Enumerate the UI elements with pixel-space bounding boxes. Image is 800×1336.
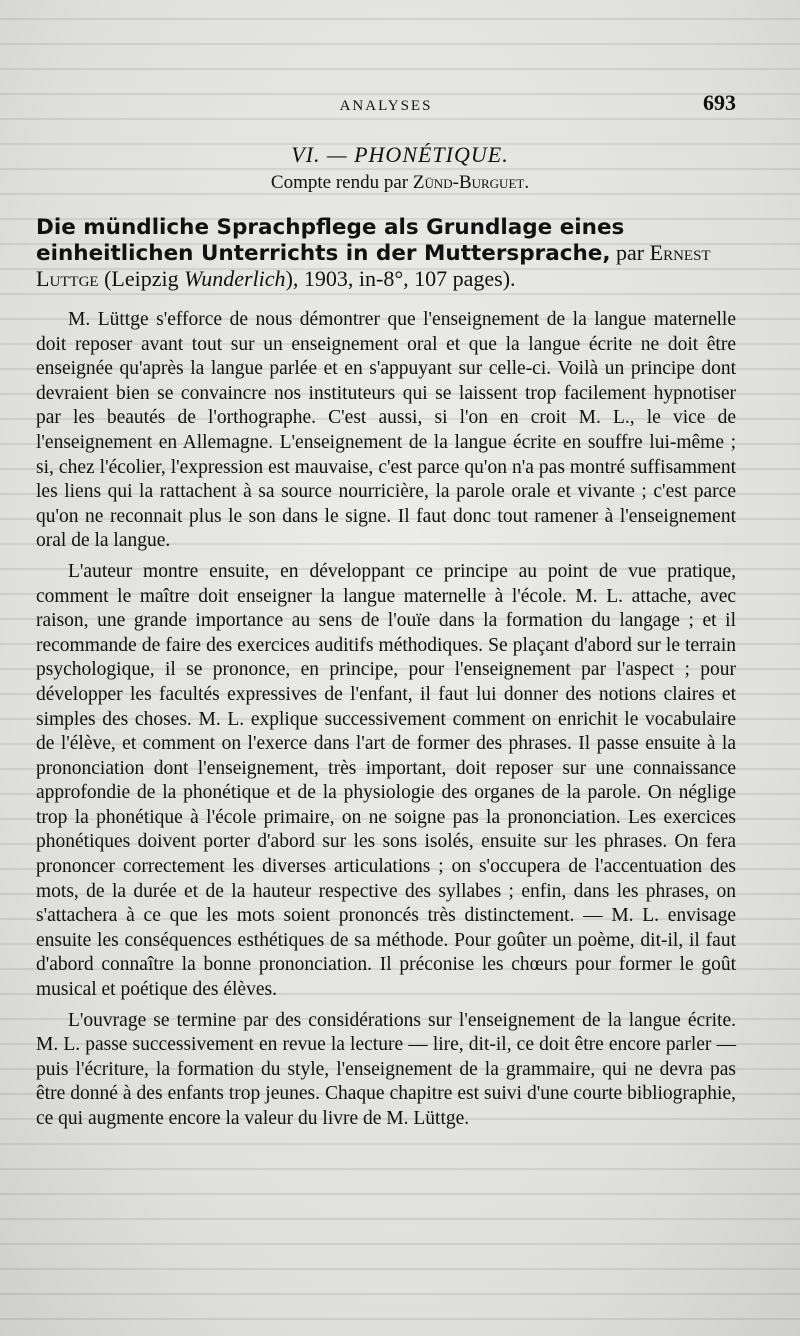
review-body	[36, 308, 736, 1132]
book-title: Die mündliche Sprachpflege als Grundlage eines einheitlichen Unterrichts in der Muttersprache,	[36, 215, 625, 266]
reviewer-line	[0, 172, 800, 194]
book-author: Ernest Luttge	[36, 240, 711, 291]
page-number: 693	[703, 90, 736, 115]
paragraph-3: L'ouvrage se termine par des considérations sur l'enseignement de la langue écrite. M. L. passe successivement en revue la lecture — lire, dit-il, ce doit être encore parler — puis l'écriture, la formation du style, l'enseignement de la grammaire, qui ne devra pas être donné à des enfants trop jeunes. Chaque chapitre est suivi d'une courte bibliographie, ce qui augmente encore la valeur du livre de M. Lüttge.	[36, 1009, 736, 1129]
paragraph-1: M. Lüttge s'efforce de nous démontrer que l'enseignement de la langue maternelle doit reposer avant tout sur un enseignement oral et que la langue écrite ne doit être enseignée qu'après la langue parlée et en s'appuyant sur celle-ci. Voilà un principe dont devraient bien se convaincre nos instituteurs qui se laissent trop facilement hypnotiser par les beautés de l'orthographe. C'est aussi, si l'on en croit M. L., le vice de l'enseignement en Allemagne. L'enseignement de la langue écrite en souffre lui-même ; si, chez l'écolier, l'expression est mauvaise, c'est parce qu'on n'a pas montré suffisamment les liens qui la rattachent à sa source nourricière, la parole orale et vivante ; c'est parce qu'on ne reconnait plus le son dans le signe. Il faut donc tout ramener à l'enseignement oral de la langue.	[36, 309, 736, 552]
book-publisher: Wunderlich	[184, 266, 286, 291]
running-title: ANALYSES	[339, 98, 433, 114]
book-place: (Leipzig	[104, 266, 179, 291]
book-by: par	[616, 240, 645, 265]
reviewer-name: Zünd-Burguet.	[412, 172, 530, 193]
book-details: ), 1903, in-8°, 107 pages).	[285, 266, 516, 291]
paragraph-2: L'auteur montre ensuite, en développant ce principe au point de vue pratique, comment le maître doit enseigner la langue maternelle à l'école. M. L. attache, avec raison, une grande importance au sens de l'ouïe dans la formation du langage ; et il recommande de faire des exercices auditifs méthodiques. Se plaçant d'abord sur le terrain psychologique, il se prononce, en principe, pour l'enseignement par l'aspect ; pour développer les facultés expressives de l'enfant, il faut lui donner des notions claires et simples des choses. M. L. explique successivement comment on enrichit le vocabulaire de l'élève, et comment on l'exerce dans l'art de former des phrases. Il passe ensuite à la prononciation dont l'enseignement, très important, doit reposer sur une connaissance approfondie de la phonétique et de la physiologie des organes de la parole. On néglige trop la phonétique à l'école primaire, on ne soigne pas la prononciation. Les exercices phonétiques doivent porter d'abord sur les sons isolés, ensuite sur les phrases. On fera prononcer correctement les diverses articulations ; on s'occupera de l'accentuation des mots, de la durée et de la hauteur respective des syllabes ; enfin, dans les phrases, on s'attachera à ce que les mots soient prononcés très distinctement. — M. L. envisage ensuite les conséquences esthétiques de sa méthode. Pour goûter un poème, dit-il, il faut d'abord connaître la bonne prononciation. Il préconise les chœurs pour former le goût musical et poétique des élèves.	[36, 560, 736, 1001]
section-title: VI. — PHONÉTIQUE.	[291, 142, 509, 167]
running-head	[36, 90, 736, 115]
book-reference	[36, 214, 736, 291]
reviewer-prefix: Compte rendu par	[270, 172, 409, 193]
